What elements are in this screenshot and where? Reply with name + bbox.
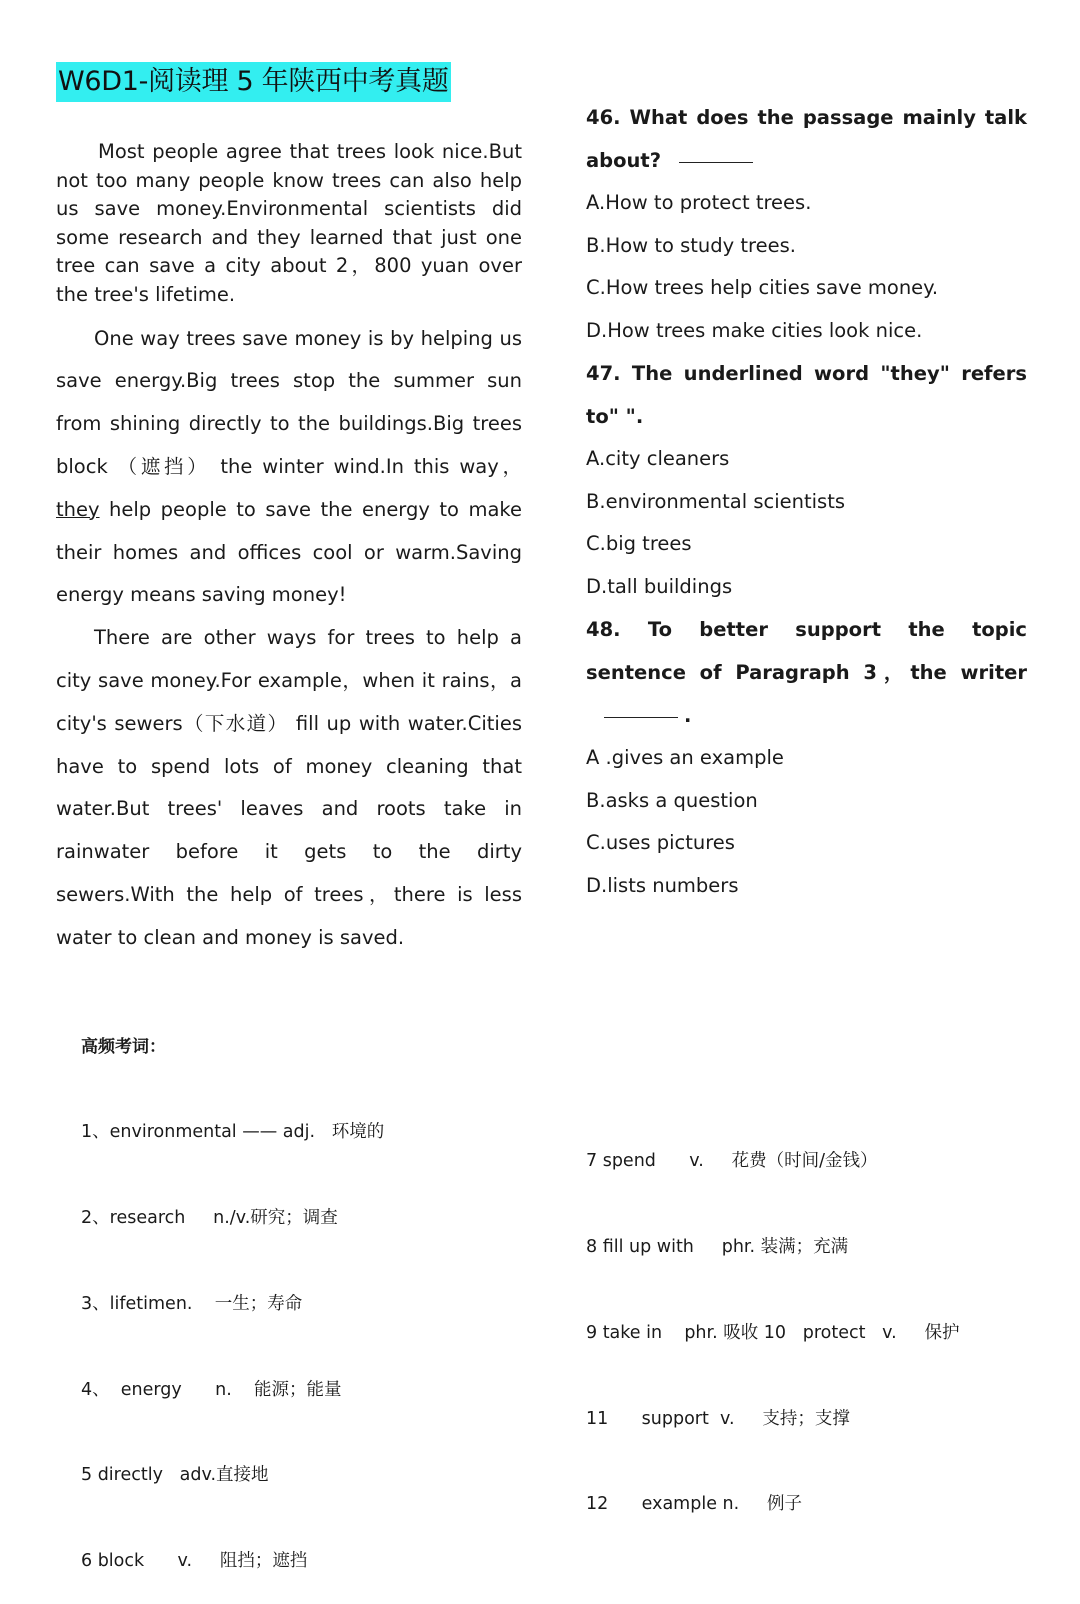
q47-option-d: D.tall buildings [586, 574, 733, 598]
q47-option-c: C.big trees [586, 532, 692, 555]
question-46 [586, 96, 1027, 182]
vocab-item: 5 directly adv.直接地 [81, 1465, 269, 1486]
q47-option-a: A.city cleaners [586, 447, 730, 470]
q48-option-d: D.lists numbers [586, 873, 739, 897]
question-48 [586, 608, 1027, 737]
questions-panel [586, 96, 1027, 907]
question-47: 47. The underlined word "they" refers to" ". [586, 362, 1027, 428]
reading-passage [56, 138, 522, 960]
vocab-item: 12 example n. 例子 [586, 1494, 802, 1515]
q48-option-a: A .gives an example [586, 746, 784, 769]
paragraph-2-text-a: One way trees save money is by helping us save energy.Big trees stop the summer sun from shining directly to the buildings.Big trees block （遮挡） the winter wind.In this way， [56, 326, 522, 478]
page-title: W6D1-阅读理 5 年陕西中考真题 [56, 62, 451, 102]
vocab-item: 2、research n./v.研究；调查 [81, 1207, 338, 1228]
q48-option-b: B.asks a question [586, 788, 758, 812]
q46-option-a: A.How to protect trees. [586, 191, 812, 214]
question-46-stem: 46. What does the passage mainly talk about? [586, 106, 1027, 172]
q46-option-b: B.How to study trees. [586, 233, 796, 257]
vocab-list-right [586, 1090, 960, 1548]
vocab-item: 9 take in phr. 吸收 10 protect v. 保护 [586, 1322, 960, 1343]
passage-paragraph-1: Most people agree that trees look nice.But not too many people know trees can also help us save money.Environmental scientists did some research and they learned that just one tree can save a city about 2，800 yuan over the tree's lifetime. [56, 140, 522, 306]
q47-option-b: B.environmental scientists [586, 489, 846, 513]
underlined-word-they: they [56, 497, 100, 521]
answer-blank-48 [604, 716, 678, 718]
q46-option-d: D.How trees make cities look nice. [586, 318, 923, 342]
vocab-item: 3、lifetimen. 一生；寿命 [81, 1293, 303, 1314]
question-48-stem: 48. To better support the topic sentence of Paragraph 3，the writer [586, 618, 1027, 684]
vocab-item: 1、environmental —— adj. 环境的 [81, 1122, 385, 1143]
question-48-stem-end: . [684, 704, 692, 727]
vocab-item: 11 support v. 支持；支撑 [586, 1408, 850, 1429]
q46-option-c: C.How trees help cities save money. [586, 276, 939, 299]
vocab-title: 高频考词： [81, 1037, 166, 1057]
answer-blank-46 [679, 161, 753, 163]
vocab-item: 4、 energy n. 能源；能量 [81, 1379, 342, 1400]
vocab-item: 7 spend v. 花费（时间/金钱） [586, 1151, 878, 1172]
vocab-item: 8 fill up with phr. 装满；充满 [586, 1236, 849, 1257]
vocab-list-left [81, 1061, 384, 1604]
passage-paragraph-3: There are other ways for trees to help a city save money.For example，when it rains，a city's sewers（下水道） fill up with water.Cities have to spend lots of money cleaning that water.But trees' leaves and roots take in rainwater before it gets to the dirty sewers.With the help of trees，there is less water to clean and money is saved. [56, 626, 522, 949]
paragraph-2-text-b: help people to save the energy to make their homes and offices cool or warm.Saving energy means saving money! [56, 497, 522, 607]
q48-option-c: C.uses pictures [586, 831, 735, 854]
passage-paragraph-2 [56, 318, 522, 618]
vocab-item: 6 block v. 阻挡；遮挡 [81, 1551, 308, 1572]
